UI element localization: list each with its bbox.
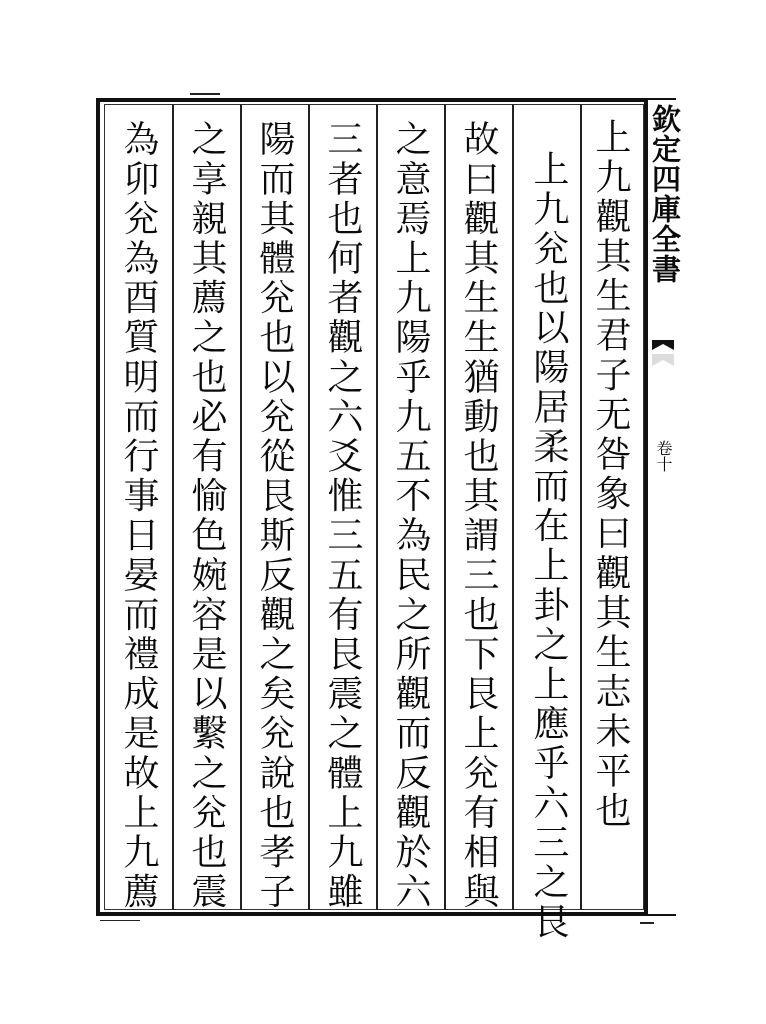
text-column-1: 上九觀其生君子无咎象曰觀其生志未平也 [590,118,631,831]
volume-label: 卷十 [654,440,673,472]
text-column-2: 上九兊也以陽居柔而在上卦之上應乎六三之艮 [528,150,569,942]
book-title: 欽定四庫全書 [648,104,682,284]
scan-speck [100,920,140,921]
scan-speck [190,93,220,95]
scan-speck [640,922,654,924]
column-rule [308,104,310,910]
column-rule [444,104,446,910]
column-rule [580,104,582,910]
text-column-8: 為卯兊為酉質明而行事日晏而禮成是故上九薦 [118,120,159,912]
column-rule [512,104,514,910]
fish-tail-mark-icon [652,340,674,366]
text-column-7: 之享親其薦之也必有愉色婉容是以繫之兊也震 [186,120,227,912]
text-column-6: 陽而其體兊也以兊從艮斯反觀之矣兊說也孝子 [254,120,295,912]
column-rule [240,104,242,910]
text-column-4: 之意焉上九陽乎九五不為民之所觀而反觀於六 [390,120,431,912]
text-column-5: 三者也何者觀之六爻惟三五有艮震之體上九雖 [322,120,363,912]
column-rule [376,104,378,910]
text-column-3: 故曰觀其生生猶動也其謂三也下艮上兊有相與 [458,120,499,912]
column-rule [172,104,174,910]
